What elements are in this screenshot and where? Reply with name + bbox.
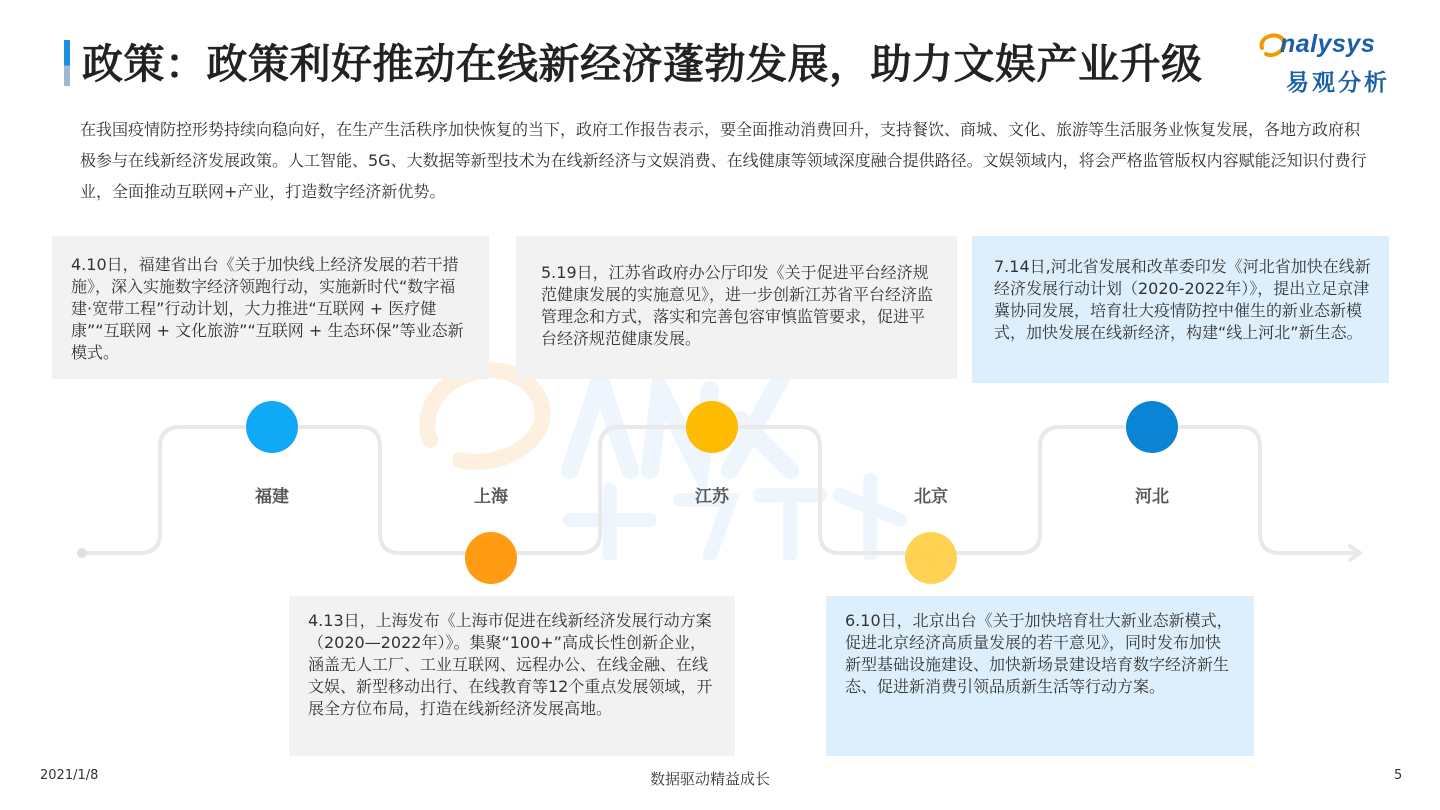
city-label-fujian: 福建 [255,487,289,507]
node-shanghai [465,532,517,584]
logo-chinese: 易观分析 [1286,70,1390,96]
city-label-hebei: 河北 [1135,487,1169,507]
card-shanghai-text: 4.13日，上海发布《上海市促进在线新经济发展行动方案（2020—2022年）》。集聚“100+”高成长性创新企业，涵盖无人工厂、工业互联网、远程办公、在线金融、在线文娱、新型移动出行、在线教育等12个重点发展领域，开展全方位布局，打造在线新经济发展高地。 [308,611,713,718]
card-hebei-text: 7.14日,河北省发展和改革委印发《河北省加快在线新经济发展行动计划（2020-2022年）》，提出立足京津冀协同发展，培育壮大疫情防控中催生的新业态新模式，加快发展在线新经济，构建“线上河北”新生态。 [994,257,1371,342]
node-fujian [246,401,298,453]
node-beijing [905,532,957,584]
card-beijing-text: 6.10日，北京出台《关于加快培育壮大新业态新模式，促进北京经济高质量发展的若干意见》，同时发布加快新型基础设施建设、加快新场景建设培育数字经济新生态、促进新消费引领品质新生活等行动方案。 [845,611,1233,696]
page-number: 5 [1394,768,1403,783]
card-jiangsu-text: 5.19日，江苏省政府办公厅印发《关于促进平台经济规范健康发展的实施意见》，进一步创新江苏省平台经济监管理念和方式，落实和完善包容审慎监管要求，促进平台经济规范健康发展。 [541,263,934,348]
card-shanghai [289,596,735,756]
node-jiangsu [686,401,738,453]
city-label-shanghai: 上海 [474,487,508,507]
card-jiangsu [516,236,957,379]
card-fujian-text: 4.10日，福建省出台《关于加快线上经济发展的若干措施》，深入实施数字经济领跑行动，实施新时代“数字福建·宽带工程”行动计划，大力推进“互联网 + 医疗健康”“互联网 + 文化旅游”“互联网 + 生态环保”等业态新模式。 [71,255,464,362]
footer-date: 2021/1/8 [40,768,99,783]
city-label-beijing: 北京 [914,487,948,507]
card-beijing [826,596,1254,756]
city-label-jiangsu: 江苏 [695,487,729,507]
footer-slogan: 数据驱动精益成长 [650,770,771,788]
card-hebei [972,236,1389,383]
node-hebei [1126,401,1178,453]
intro-paragraph: 在我国疫情防控形势持续向稳向好，在生产生活秩序加快恢复的当下，政府工作报告表示，要全面推动消费回升，支持餐饮、商城、文化、旅游等生活服务业恢复发展，各地方政府积极参与在线新经济发展政策。人工智能、5G、大数据等新型技术为在线新经济与文娱消费、在线健康等领域深度融合提供路径。文娱领域内，将会严格监管版权内容赋能泛知识付费行业，全面推动互联网+产业，打造数字经济新优势。 [80,120,1367,201]
page-title: 政策：政策利好推动在线新经济蓬勃发展，助力文娱产业升级 [82,40,1203,88]
card-fujian [52,236,489,379]
logo-wordmark: nalysys [1280,30,1376,58]
